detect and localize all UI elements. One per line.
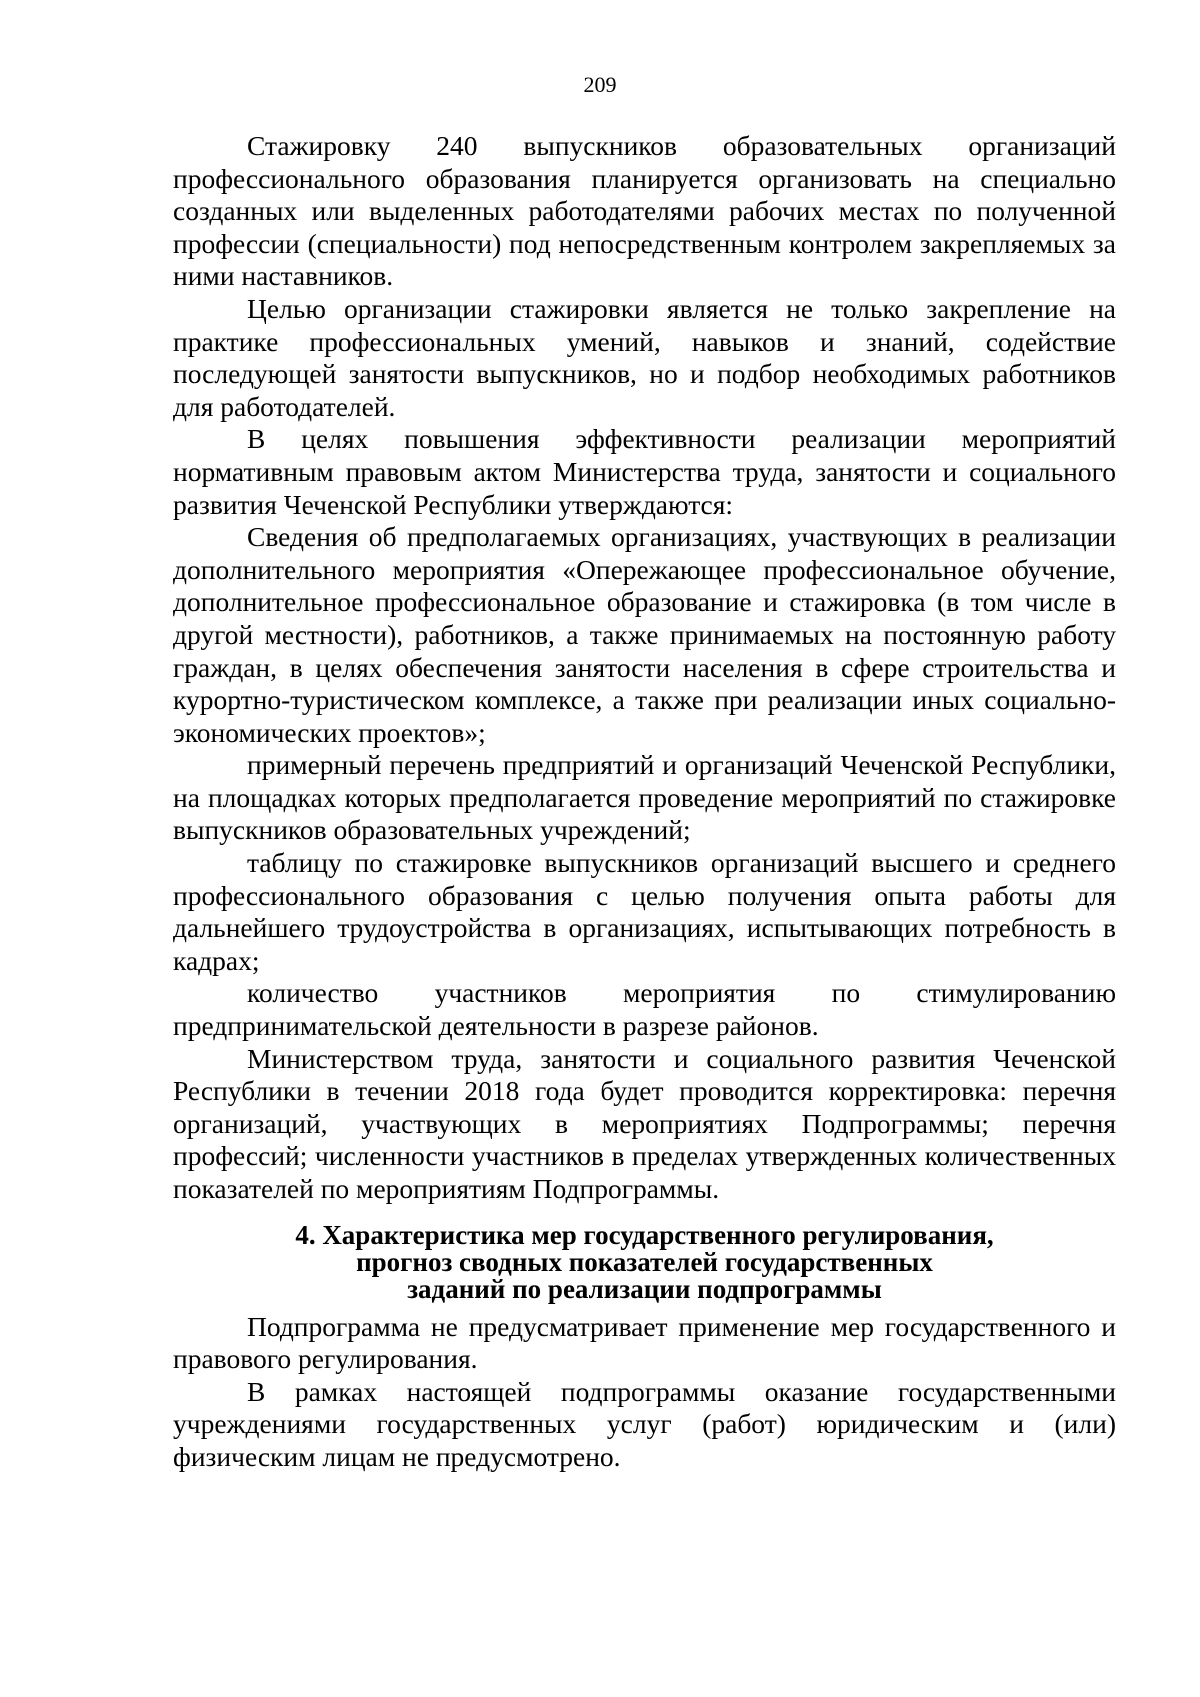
paragraph-efficiency-measures: В целях повышения эффективности реализации мероприятий нормативным правовым актом Министерства труда, занятости и социального развития Чеченской Республики утверждаются:	[173, 423, 1116, 520]
section-heading	[173, 1219, 1116, 1304]
section-heading-line: 4. Характеристика мер государственного регулирования,	[295, 1219, 994, 1250]
paragraph-internship-table: таблицу по стажировке выпускников организаций высшего и среднего профессионального образования с целью получения опыта работы для дальнейшего трудоустройства в организациях, испытывающих потребность в кадрах;	[173, 847, 1116, 976]
section-heading-line: прогноз сводных показателей государственных	[356, 1246, 933, 1277]
page-number: 209	[583, 72, 617, 97]
document-body	[173, 130, 1116, 1474]
paragraph-participants-count: количество участников мероприятия по стимулированию предпринимательской деятельности в разрезе районов.	[173, 977, 1116, 1042]
paragraph-ministry-adjustment: Министерством труда, занятости и социального развития Чеченской Республики в течении 2018 года будет проводится корректировка: перечня организаций, участвующих в мероприятиях Подпрограммы; перечня профессий; численности участников в пределах утвержденных количественных показателей по мероприятиям Подпрограммы.	[173, 1042, 1116, 1204]
paragraph-no-state-services: В рамках настоящей подпрограммы оказание государственными учреждениями государственных услуг (работ) юридическим и (или) физическим лицам не предусмотрено.	[173, 1375, 1116, 1472]
paragraph-internship-plan: Стажировку 240 выпускников образовательных организаций профессионального образования планируется организовать на специально созданных или выделенных работодателями рабочих местах по полученной профессии (специальности) под непосредственным контролем закрепляемых за ними наставников.	[173, 130, 1116, 292]
section-heading-line: заданий по реализации подпрограммы	[407, 1273, 882, 1304]
paragraph-internship-goal: Целью организации стажировки является не только закрепление на практике профессиональных умений, навыков и знаний, содействие последующей занятости выпускников, но и подбор необходимых работников для работодателей.	[173, 292, 1116, 422]
paragraph-enterprise-list: примерный перечень предприятий и организаций Чеченской Республики, на площадках которых предполагается проведение мероприятий по стажировке выпускников образовательных учреждений;	[173, 749, 1116, 846]
paragraph-no-regulation: Подпрограмма не предусматривает применение мер государственного и правового регулирования.	[173, 1310, 1116, 1375]
paragraph-organizations-info: Сведения об предполагаемых организациях, участвующих в реализации дополнительного мероприятия «Опережающее профессиональное обучение, дополнительное профессиональное образование и стажировка (в том числе в другой местности), работников, а также принимаемых на постоянную работу граждан, в целях обеспечения занятости населения в сфере строительства и курортно-туристическом комплексе, а также при реализации иных социально-экономических проектов»;	[173, 521, 1116, 748]
